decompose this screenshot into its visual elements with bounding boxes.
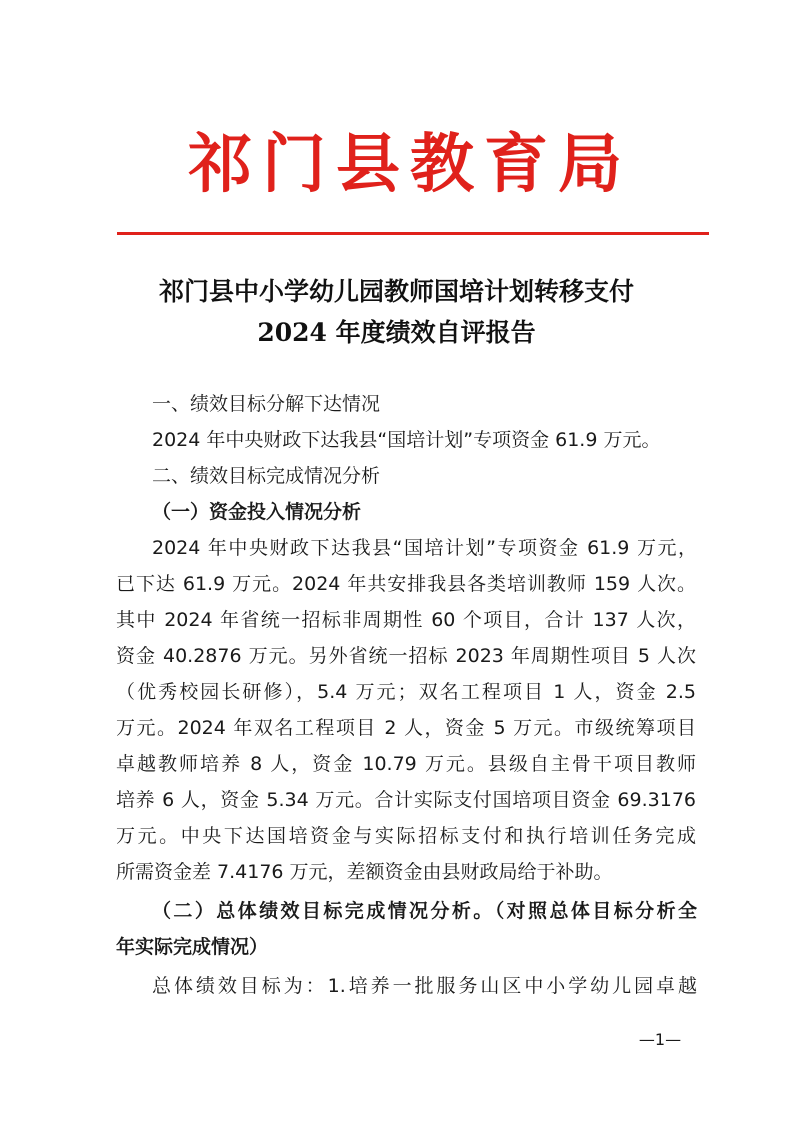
paragraph-line: 2024 年中央财政下达我县“国培计划”专项资金 61.9 万元。: [152, 429, 661, 451]
document-title-line-2: 2024 年度绩效自评报告: [257, 318, 536, 347]
red-divider-rule: [117, 232, 709, 235]
subsection-heading-2-continued: 年实际完成情况）: [116, 936, 269, 958]
paragraph-line: 资金 40.2876 万元。另外省统一招标 2023 年周期性项目 5 人次: [116, 645, 696, 667]
paragraph-line: 其中 2024 年省统一招标非周期性 60 个项目，合计 137 人次，: [116, 609, 696, 631]
paragraph-line: 总体绩效目标为：1.培养一批服务山区中小学幼儿园卓越: [152, 975, 697, 997]
paragraph-line: 培养 6 人，资金 5.34 万元。合计实际支付国培项目资金 69.3176: [116, 789, 696, 811]
issuing-authority-header: 祁门县教育局: [188, 127, 632, 202]
section-heading-2: 二、绩效目标完成情况分析: [152, 465, 381, 487]
paragraph-line: （优秀校园长研修），5.4 万元；双名工程项目 1 人，资金 2.5: [116, 681, 696, 703]
paragraph-line: 万元。中央下达国培资金与实际招标支付和执行培训任务完成: [116, 825, 696, 847]
subsection-heading-2: （二）总体绩效目标完成情况分析。（对照总体目标分析全: [152, 900, 697, 922]
paragraph-line: 卓越教师培养 8 人，资金 10.79 万元。县级自主骨干项目教师: [116, 753, 696, 775]
document-title-line-1: 祁门县中小学幼儿园教师国培计划转移支付: [158, 277, 634, 306]
paragraph-line: 2024 年中央财政下达我县“国培计划”专项资金 61.9 万元，: [152, 537, 697, 559]
subsection-heading-1: （一）资金投入情况分析: [152, 501, 362, 523]
paragraph-line: 已下达 61.9 万元。2024 年共安排我县各类培训教师 159 人次。: [116, 573, 696, 595]
paragraph-line: 万元。2024 年双名工程项目 2 人，资金 5 万元。市级统筹项目: [116, 717, 696, 739]
paragraph-line: 所需资金差 7.4176 万元，差额资金由县财政局给于补助。: [116, 861, 613, 883]
page-number: —1—: [638, 1030, 682, 1049]
section-heading-1: 一、绩效目标分解下达情况: [152, 393, 381, 415]
